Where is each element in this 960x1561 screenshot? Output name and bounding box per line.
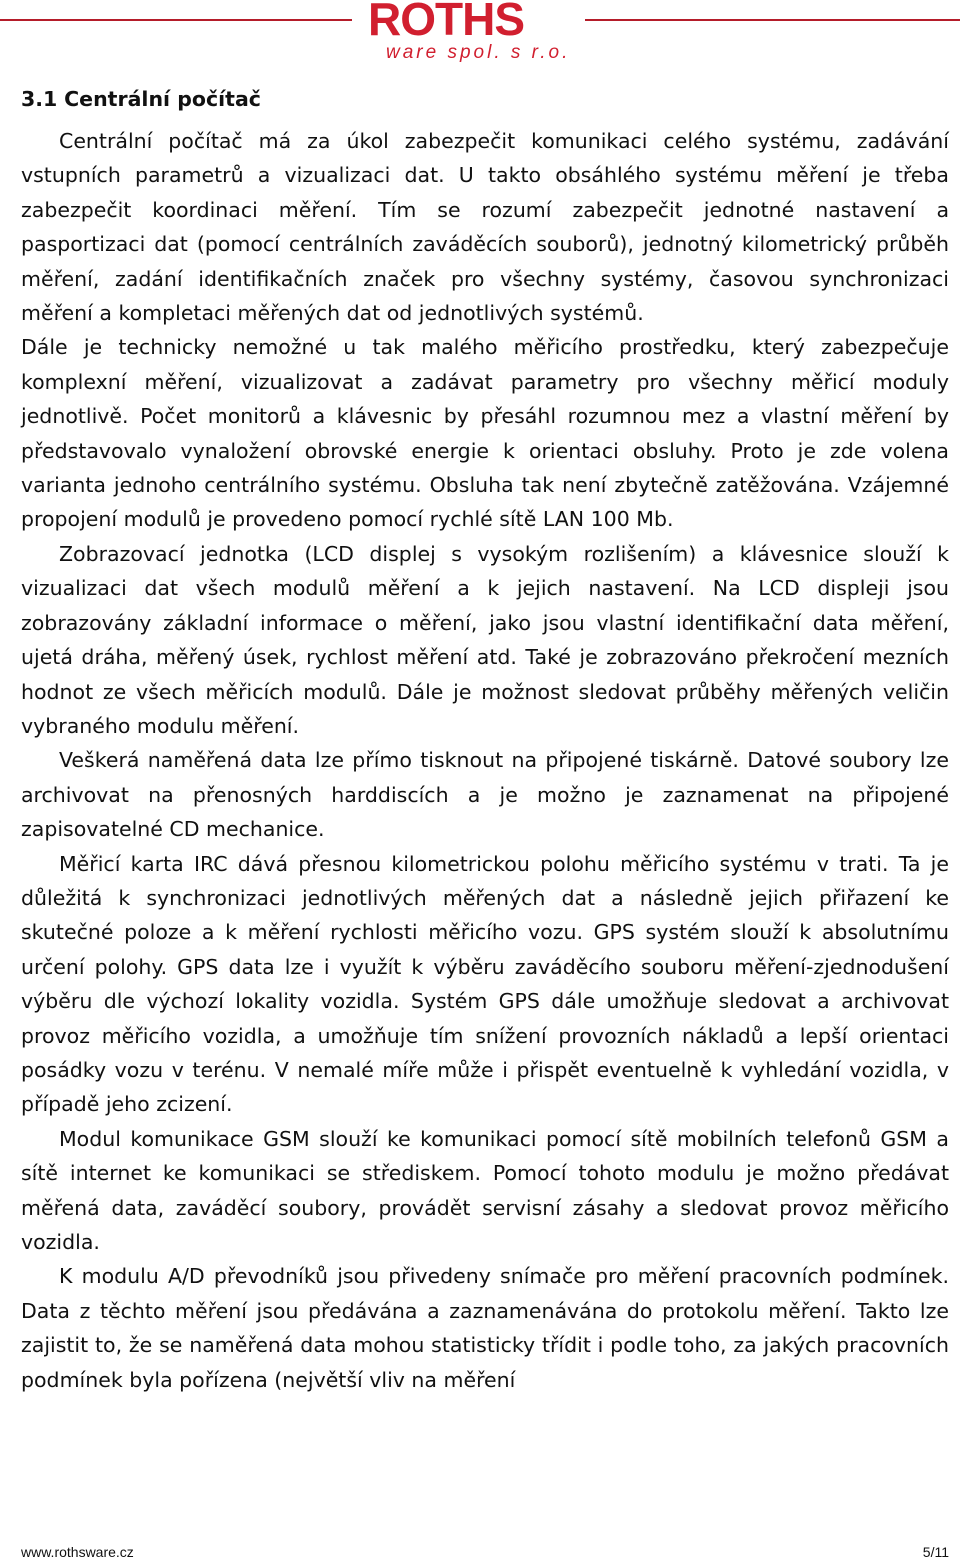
header-rule-right (585, 19, 960, 21)
paragraph-1: Centrální počítač má za úkol zabezpečit komunikaci celého systému, zadávání vstupních parametrů a vizualizaci dat. U takto obsáhlého systému měření je třeba zabezpečit koordinaci měření. Tím se rozumí zabezpečit jednotné nastavení a pasportizaci dat (pomocí centrálních zaváděcích souborů), jednotný kilometrický průběh měření, zadání identifikačních značek pro všechny systémy, časovou synchronizaci měření a kompletaci měřených dat od jednotlivých systémů. (21, 129, 949, 326)
paragraph-4: Veškerá naměřená data lze přímo tisknout na připojené tiskárně. Datové soubory lze archivovat na přenosných harddiscích a je možno je zaznamenat na připojené zapisovatelné CD mechanice. (21, 748, 949, 842)
page-header (0, 0, 960, 64)
company-logo (368, 0, 578, 62)
section-heading (21, 81, 949, 117)
footer-page-number: 5/11 (922, 1544, 949, 1560)
section-title: Centrální počítač (64, 87, 261, 111)
header-rule-left (0, 19, 352, 21)
document-body (21, 81, 949, 1397)
paragraph-3: Zobrazovací jednotka (LCD displej s vysokým rozlišením) a klávesnice slouží k vizualizaci dat všech modulů měření a k jejich nastavení. Na LCD displeji jsou zobrazovány základní informace o měření, jako jsou vlastní identifikační data měření, ujetá dráha, měřený úsek, rychlost měření atd. Také je zobrazováno překročení mezních hodnot ze všech měřicích modulů. Dále je možnost sledovat průběhy měřených veličin vybraného modulu měření. (21, 541, 949, 738)
section-number: 3.1 (21, 87, 58, 111)
paragraph-6: Modul komunikace GSM slouží ke komunikaci pomocí sítě mobilních telefonů GSM a sítě internet ke komunikaci se střediskem. Pomocí tohoto modulu je možno předávat měřená data, zaváděcí soubory, provádět servisní zásahy a sledovat provoz měřicího vozidla. (21, 1126, 949, 1254)
paragraph-5: Měřicí karta IRC dává přesnou kilometrickou polohu měřicího systému v trati. Ta je důležitá k synchronizaci jednotlivých měřených dat a následně jejich přiřazení ke skutečné poloze a k měření rychlosti měřicího vozu. GPS systém slouží k absolutnímu určení polohy. GPS data lze i využít k výběru zaváděcího souboru měření-zjednodušení výběru dle výchozí lokality vozidla. Systém GPS dále umožňuje sledovat a archivovat provoz měřicího vozidla, a umožňuje tím snížení provozních nákladů a lepší orientaci posádky vozu v terénu. V nemalé míře může i přispět eventuelně k vyhledání vozidla, v případě jeho zcizení. (21, 851, 949, 1117)
footer-website: www.rothsware.cz (21, 1544, 134, 1560)
paragraph-2: Dále je technicky nemožné u tak malého měřicího prostředku, který zabezpečuje komplexní měření, vizualizovat a zadávat parametry pro všechny měřicí moduly jednotlivě. Počet monitorů a klávesnic by přesáhl rozumnou mez a vlastní měření by představovalo vynaložení obrovské energie k orientaci obsluhy. Proto je zde volena varianta jednoho centrálního systému. Obsluha tak není zbytečně zatěžována. Vzájemné propojení modulů je provedeno pomocí rychlé sítě LAN 100 Mb. (21, 335, 949, 532)
paragraph-7: K modulu A/D převodníků jsou přivedeny snímače pro měření pracovních podmínek. Data z těchto měření jsou předávána a zaznamenávána do protokolu měření. Takto lze zajistit to, že se naměřená data mohou statisticky třídit i podle toho, za jakých pracovních podmínek byla pořízena (největší vliv na měření (21, 1264, 949, 1392)
logo-wordmark: ROTHS (368, 0, 524, 45)
logo-subtitle: ware spol. s r.o. (386, 42, 571, 63)
